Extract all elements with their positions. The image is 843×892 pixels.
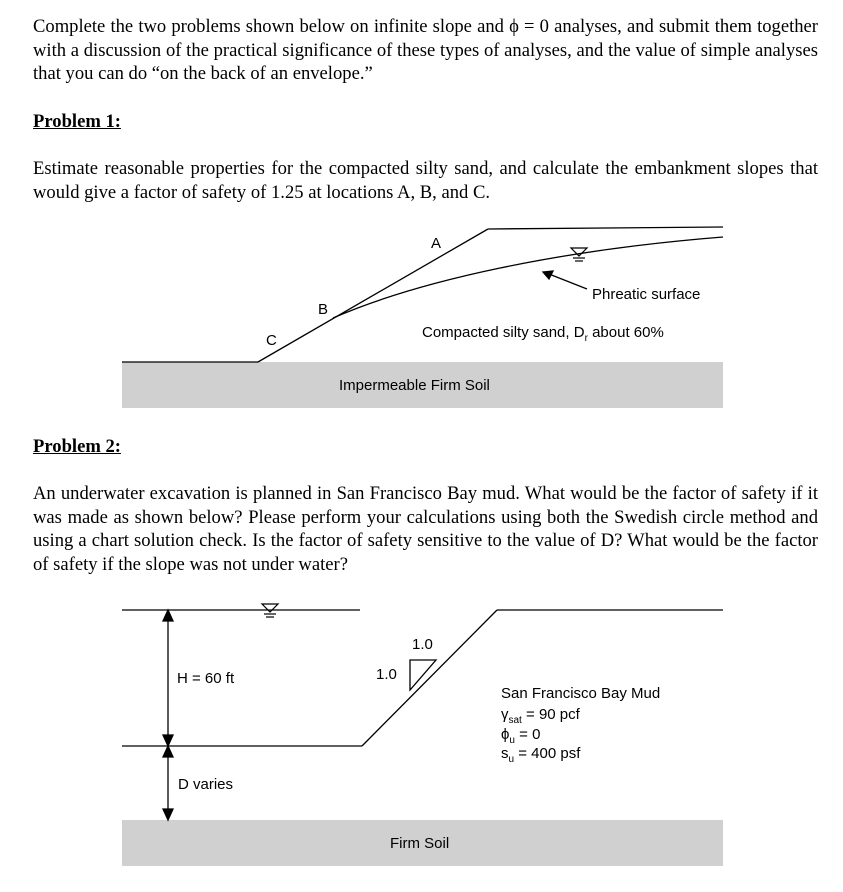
intro-paragraph: Complete the two problems shown below on infinite slope and ϕ = 0 analyses, and submit them together with a discussion of the practical significance of these types of analyses, and the value of simple analyses that you can do “on the back of an envelope.” bbox=[33, 16, 818, 84]
problem2-heading: Problem 2: bbox=[33, 436, 121, 457]
label-c: C bbox=[266, 332, 277, 349]
material-subscript: r bbox=[584, 333, 588, 344]
label-b: B bbox=[318, 301, 329, 318]
phreatic-surface-label: Phreatic surface bbox=[592, 286, 701, 303]
problem2-text: An underwater excavation is planned in San Francisco Bay mud. What would be the factor of safety if it was made as shown below? Please perform your calculations using both the Swedish circle method and using a chart solution check. Is the factor of safety sensitive to the value of D? What would be the factor of safety if the slope was not under water? bbox=[33, 483, 818, 575]
phi-subscript: u bbox=[509, 735, 515, 746]
phi-u-label: $\phi_u = 0$ bbox=[501, 726, 541, 746]
slope-ratio-top-label: 1.0 bbox=[412, 636, 433, 653]
su-label: $s_u = 400$ psf bbox=[501, 745, 581, 765]
impermeable-firm-soil-label: Impermeable Firm Soil bbox=[339, 377, 490, 394]
material-label: Compacted silty sand, $D_r$ about 60% bbox=[422, 324, 664, 344]
h-label: H = 60 ft bbox=[177, 670, 235, 687]
su-subscript: u bbox=[508, 754, 515, 765]
gamma-sat-label: $\gamma_{sat} = 90$ pcf bbox=[501, 706, 580, 726]
gamma-subscript: sat bbox=[508, 715, 522, 726]
problem1-text: Estimate reasonable properties for the compacted silty sand, and calculate the embankment slopes that would give a factor of safety of 1.25 at locations A, B, and C. bbox=[33, 158, 818, 203]
slope-ratio-side-label: 1.0 bbox=[376, 666, 397, 683]
d-label: D varies bbox=[178, 776, 234, 793]
problem1-heading: Problem 1: bbox=[33, 111, 121, 132]
firm-soil-label: Firm Soil bbox=[390, 835, 450, 852]
mud-title: San Francisco Bay Mud bbox=[501, 685, 661, 702]
label-a: A bbox=[431, 235, 442, 252]
d-dimension-arrow bbox=[163, 746, 173, 820]
h-dimension-arrow bbox=[163, 610, 173, 746]
